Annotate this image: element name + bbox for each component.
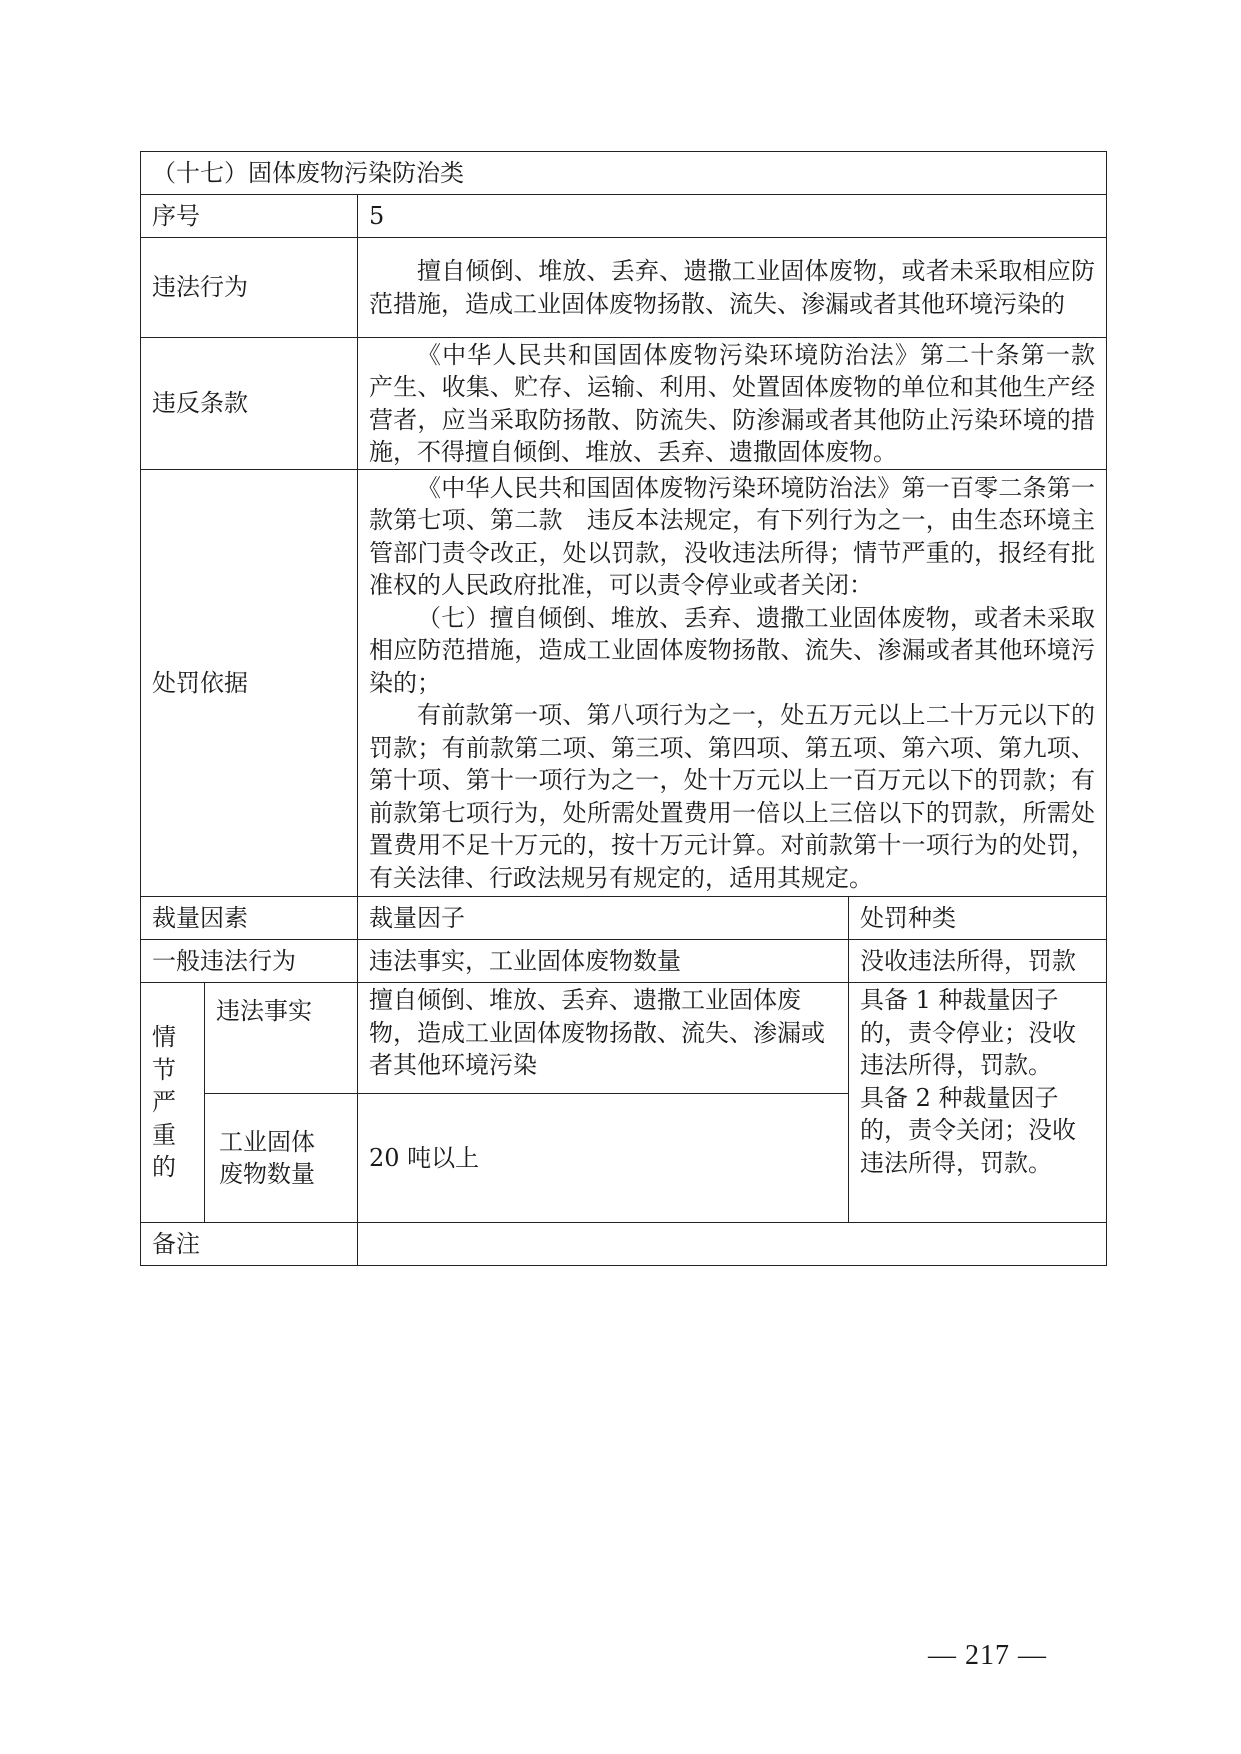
serious-char: 情: [152, 1023, 176, 1052]
violation-text: 擅自倾倒、堆放、丢弃、遗撒工业固体废物，或者未采取相应防范措施，造成工业固体废物扬散、流失、渗漏或者其他环境污染的: [369, 257, 1095, 318]
violation-label: 违法行为: [141, 238, 358, 338]
serious-circumstances-label: [141, 983, 205, 1223]
penalty-standard-table: [140, 151, 1107, 1266]
seq-label: 序号: [141, 195, 358, 238]
basis-paragraph-3: 有前款第一项、第八项行为之一，处五万元以上二十万元以下的罚款；有前款第二项、第三项、第四项、第五项、第六项、第九项、第十项、第十一项行为之一，处十万元以上一百万元以下的罚款；有前款第七项行为，处所需处置费用一倍以上三倍以下的罚款，所需处置费用不足十万元的，按十万元计算。对前款第十一项行为的处罚，有关法律、行政法规另有规定的，适用其规定。: [369, 701, 1095, 892]
serious-penalty-1: 具备 1 种裁量因子的，责令停业；没收违法所得，罚款。: [860, 986, 1076, 1079]
serious-char: 重: [152, 1120, 176, 1149]
seq-value: 5: [358, 195, 1107, 238]
basis-label: 处罚依据: [141, 470, 358, 897]
section-title: （十七）固体废物污染防治类: [141, 152, 1107, 195]
serious-char: 严: [152, 1088, 176, 1117]
quantity-label: 工业固体废物数量: [205, 1094, 358, 1223]
remarks-label: 备注: [141, 1223, 358, 1266]
general-violation-label: 一般违法行为: [141, 940, 358, 983]
general-penalty: 没收违法所得，罚款: [849, 940, 1107, 983]
serious-char: 的: [152, 1153, 176, 1182]
clause-text: 《中华人民共和国固体废物污染环境防治法》第二十条第一款 产生、收集、贮存、运输、利用、处置固体废物的单位和其他生产经营者，应当采取防扬散、防流失、防渗漏或者其他防止污染环境的措施，不得擅自倾倒、堆放、丢弃、遗撒固体废物。: [369, 340, 1095, 466]
basis-paragraph-1: 《中华人民共和国固体废物污染环境防治法》第一百零二条第一款第七项、第二款 违反本法规定，有下列行为之一，由生态环境主管部门责令改正，处以罚款，没收违法所得；情节严重的，报经有批准权的人民政府批准，可以责令停业或者关闭：: [369, 473, 1095, 600]
quantity-text: 20 吨以上: [358, 1094, 849, 1223]
serious-penalty: [849, 983, 1107, 1223]
page-number: — 217 —: [928, 1640, 1047, 1671]
factor-header: 裁量因子: [358, 897, 849, 940]
fact-text: 擅自倾倒、堆放、丢弃、遗撒工业固体废物，造成工业固体废物扬散、流失、渗漏或者其他环境污染: [358, 983, 849, 1094]
general-factor: 违法事实，工业固体废物数量: [358, 940, 849, 983]
fact-label: 违法事实: [205, 983, 358, 1094]
serious-penalty-2: 具备 2 种裁量因子的，责令关闭；没收违法所得，罚款。: [860, 1083, 1076, 1177]
basis-paragraph-2: （七）擅自倾倒、堆放、丢弃、遗撒工业固体废物，或者未采取相应防范措施，造成工业固体废物扬散、流失、渗漏或者其他环境污染的；: [369, 603, 1095, 697]
factors-label: 裁量因素: [141, 897, 358, 940]
remarks-value: [358, 1223, 1107, 1266]
clause-label: 违反条款: [141, 338, 358, 470]
serious-char: 节: [152, 1055, 176, 1084]
penalty-type-header: 处罚种类: [849, 897, 1107, 940]
